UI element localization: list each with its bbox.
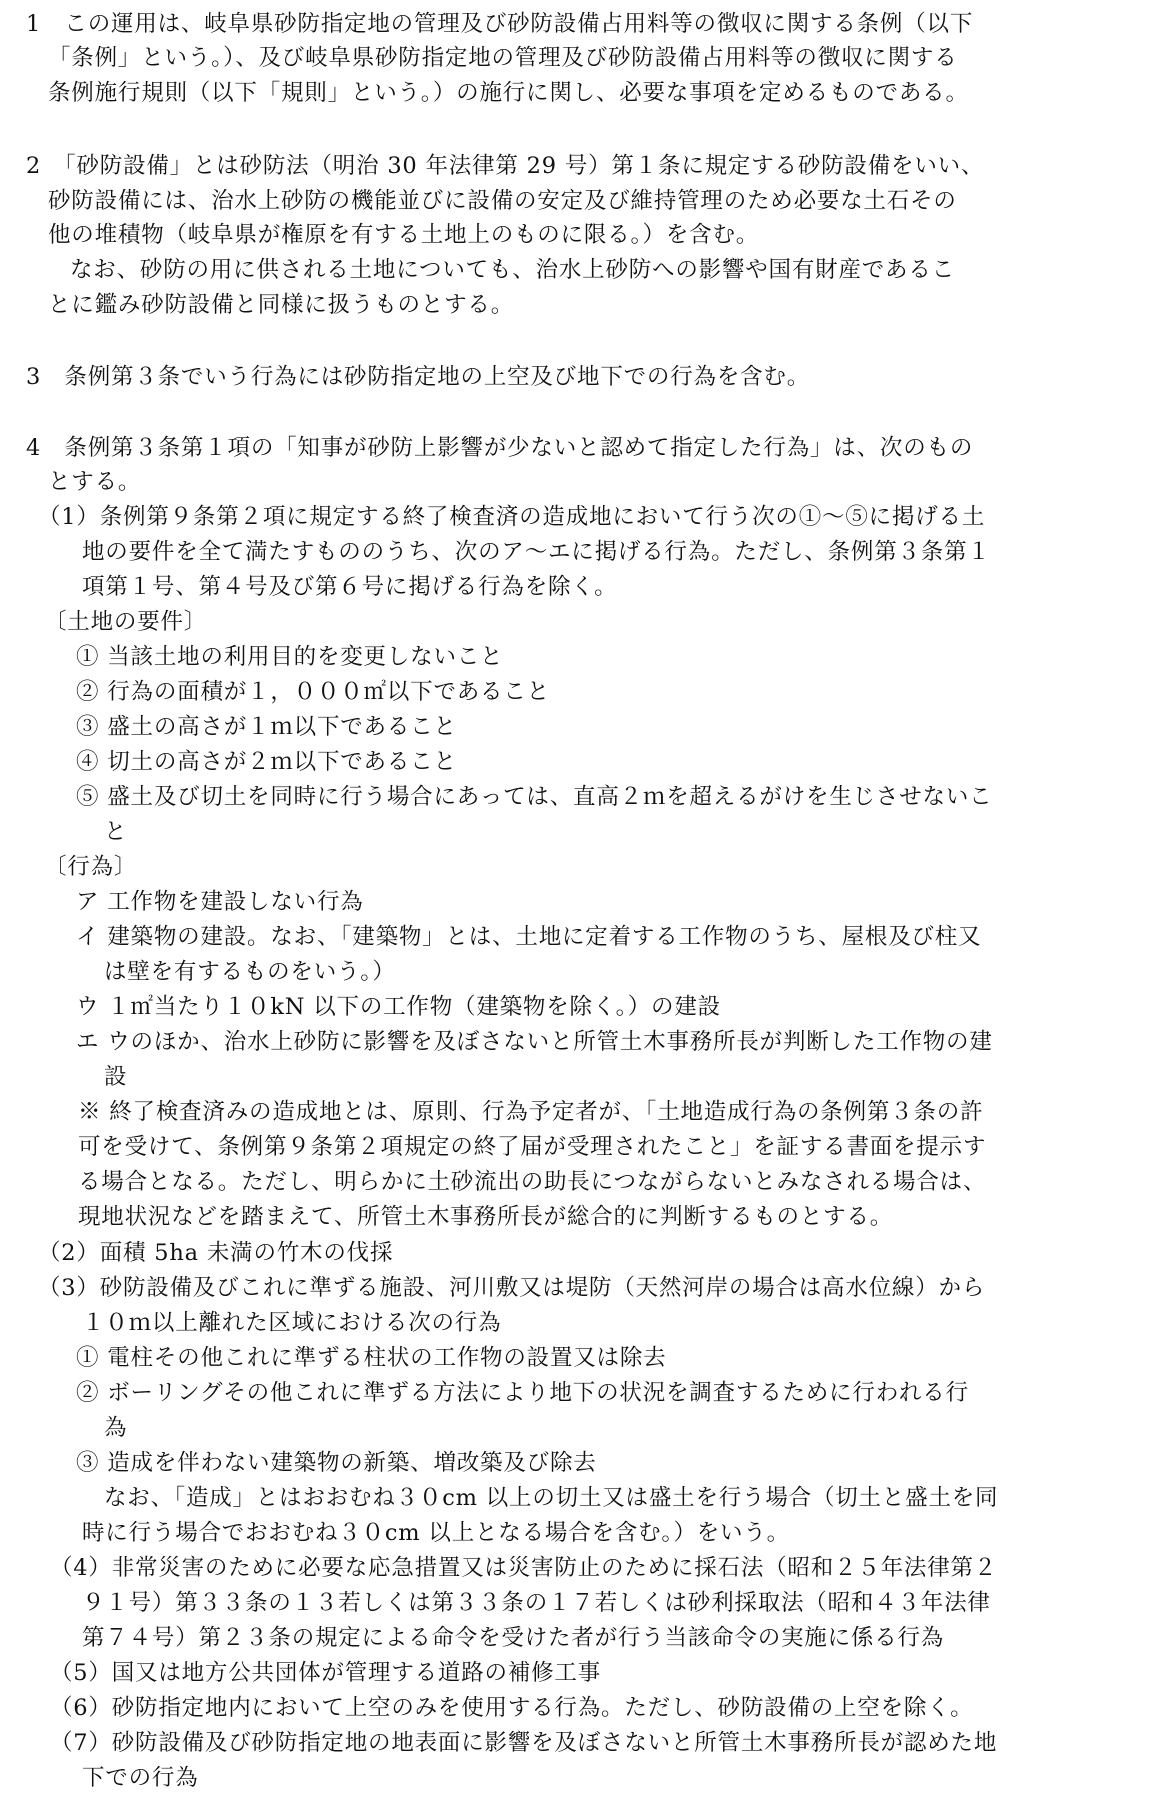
act-u: ウ １㎡当たり１０kN 以下の工作物（建築物を除く。）の建設 — [76, 994, 721, 1020]
land-requirement-1: ① 当該土地の利用目的を変更しないこと — [76, 644, 504, 670]
item-3-line-1: （3）砂防設備及びこれに準ずる施設、河川敷又は堤防（天然河岸の場合は高水位線）から — [38, 1275, 986, 1301]
paragraph-2-line-3: 他の堆積物（岐阜県が権原を有する土地上のものに限る。）を含む。 — [48, 222, 760, 248]
item-7-line-1: （7）砂防設備及び砂防指定地の地表面に影響を及ぼさないと所管土木事務所長が認めた地 — [50, 1730, 998, 1756]
item-1-line-1: （1）条例第９条第２項に規定する終了検査済の造成地において行う次の①～⑤に掲げる土 — [38, 504, 986, 530]
act-i-line-2: は壁を有するものをいう。） — [104, 959, 396, 985]
paragraph-2-line-5: とに鑑み砂防設備と同様に扱うものとする。 — [48, 292, 515, 318]
paragraph-1-line-2: 「条例」という。）、及び岐阜県砂防指定地の管理及び砂防設備占用料等の徴収に関する — [48, 45, 958, 71]
paragraph-4-line-2: とする。 — [48, 469, 142, 495]
act-e-line-2: 設 — [104, 1064, 128, 1090]
land-requirement-5-line-2: と — [104, 819, 128, 845]
land-requirement-4: ④ 切土の高さが２ｍ以下であること — [76, 749, 457, 775]
item-4-line-2: ９１号）第３３条の１３若しくは第３３条の１７若しくは砂利採取法（昭和４３年法律 — [82, 1590, 991, 1616]
act-i-line-1: イ 建築物の建設。なお、「建築物」とは、土地に定着する工作物のうち、屋根及び柱又 — [76, 924, 982, 950]
land-requirement-2: ② 行為の面積が１，０００㎡以下であること — [76, 679, 550, 705]
item-4-line-1: （4）非常災害のために必要な応急措置又は災害防止のために採石法（昭和２５年法律第２ — [50, 1555, 998, 1581]
paragraph-4-line-1: 4 条例第３条第１項の「知事が砂防上影響が少ないと認めて指定した行為」は、次のもの — [26, 435, 974, 461]
item-5: （5）国又は地方公共団体が管理する道路の補修工事 — [50, 1660, 602, 1686]
item-7-line-2: 下での行為 — [82, 1765, 199, 1791]
note-line-2: 可を受けて、条例第９条第２項規定の終了届が受理されたこと」を証する書面を提示す — [78, 1134, 987, 1160]
note-line-4: 現地状況などを踏まえて、所管土木事務所長が総合的に判断するものとする。 — [78, 1204, 894, 1230]
item-3-sub-3: ③ 造成を伴わない建築物の新築、増改築及び除去 — [76, 1450, 597, 1476]
item-3-sub-2-line-2: 為 — [104, 1415, 128, 1441]
item-6: （6）砂防指定地内において上空のみを使用する行為。ただし、砂防設備の上空を除く。 — [50, 1695, 974, 1721]
land-requirements-heading: 〔土地の要件〕 — [44, 609, 208, 635]
item-3-sub-3-note-line-2: 時に行う場合でおおむね３０cm 以上となる場合を含む。）をいう。 — [82, 1520, 790, 1546]
acts-heading: 〔行為〕 — [44, 854, 138, 880]
paragraph-3-line-1: 3 条例第３条でいう行為には砂防指定地の上空及び地下での行為を含む。 — [26, 364, 811, 390]
act-e-line-1: エ ウのほか、治水上砂防に影響を及ぼさないと所管土木事務所長が判断した工作物の建 — [76, 1029, 993, 1055]
note-line-1: ※ 終了検査済みの造成地とは、原則、行為予定者が、「土地造成行為の条例第３条の許 — [78, 1099, 984, 1125]
item-1-line-3: 項第１号、第４号及び第６号に掲げる行為を除く。 — [82, 574, 618, 600]
paragraph-1-line-3: 条例施行規則（以下「規則」という。）の施行に関し、必要な事項を定めるものである。 — [48, 80, 969, 106]
item-1-line-2: 地の要件を全て満たすもののうち、次のア～エに掲げる行為。ただし、条例第３条第１ — [82, 539, 991, 565]
land-requirement-5-line-1: ⑤ 盛土及び切土を同時に行う場合にあっては、直高２ｍを超えるがけを生じさせないこ — [76, 784, 993, 810]
item-3-sub-3-note-line-1: なお、「造成」とはおおむね３０cm 以上の切土又は盛土を行う場合（切土と盛土を同 — [104, 1485, 999, 1511]
paragraph-2-line-1: 2 「砂防設備」とは砂防法（明治 30 年法律第 29 号）第１条に規定する砂防設備をいい、 — [26, 153, 985, 179]
note-line-3: る場合となる。ただし、明らかに土砂流出の助長につながらないとみなされる場合は、 — [78, 1169, 987, 1195]
item-3-sub-2-line-1: ② ボーリングその他これに準ずる方法により地下の状況を調査するために行われる行 — [76, 1380, 969, 1406]
paragraph-2-line-4: なお、砂防の用に供される土地についても、治水上砂防への影響や国有財産であるこ — [70, 257, 955, 283]
item-2: （2）面積 5ha 未満の竹木の伐採 — [38, 1240, 394, 1266]
paragraph-2-line-2: 砂防設備には、治水上砂防の機能並びに設備の安定及び維持管理のため必要な土石その — [48, 188, 957, 214]
item-4-line-3: 第７４号）第２３条の規定による命令を受けた者が行う当該命令の実施に係る行為 — [82, 1625, 945, 1651]
paragraph-1-line-1: 1 この運用は、岐阜県砂防指定地の管理及び砂防設備占用料等の徴収に関する条例（以下 — [26, 11, 974, 37]
item-3-line-2: １０ｍ以上離れた区域における次の行為 — [82, 1310, 502, 1336]
act-a: ア 工作物を建設しない行為 — [76, 889, 364, 915]
item-3-sub-1: ① 電柱その他これに準ずる柱状の工作物の設置又は除去 — [76, 1345, 667, 1371]
land-requirement-3: ③ 盛土の高さが１ｍ以下であること — [76, 714, 457, 740]
